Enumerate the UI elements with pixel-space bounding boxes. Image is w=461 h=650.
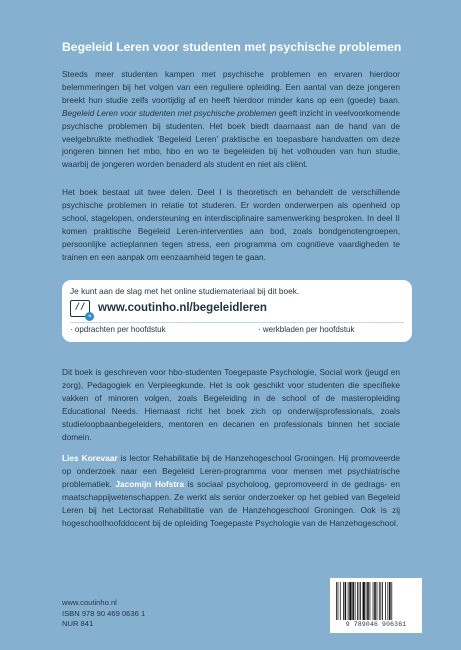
barcode-box	[330, 578, 422, 633]
promo-divider	[70, 322, 404, 323]
barcode-bar	[366, 582, 367, 620]
barcode-bar	[357, 582, 358, 620]
barcode-bar	[389, 582, 391, 620]
cursor-icon: ➜	[85, 312, 94, 321]
bullet-worksheets: · werkbladen per hoofdstuk	[258, 325, 355, 334]
barcode-bar	[379, 582, 380, 620]
barcode-bar	[370, 582, 371, 620]
structure-paragraph: Het boek bestaat uit twee delen. Deel I is theoretisch en behandelt de verschillende psychische problemen in relatie tot studeren. Er worden onderwerpen als openheid op school, stagelopen, ondersteuning en interdisciplinaire samenwerking besproken. In deel II komen praktische Begeleid Leren-interventies aan bod, zoals bondgenotengroepen, persoonlijke actieplannen tegen stress, een programma om cognitieve vaardigheden te trainen en een aanpak om eenzaamheid tegen te gaan.	[62, 187, 400, 262]
online-material-box	[62, 280, 412, 342]
web-material-icon	[70, 300, 92, 320]
barcode-bar	[374, 582, 376, 620]
barcode-bar	[380, 582, 381, 620]
web-material-icon-glyph: //	[74, 302, 86, 312]
barcode-bar	[377, 582, 378, 620]
barcode-bar	[349, 582, 351, 620]
bullet-assignments: · opdrachten per hoofdstuk	[70, 325, 166, 334]
author-name-2: Jacomijn Hofstra	[115, 478, 185, 489]
barcode-bar	[340, 582, 341, 620]
isbn: ISBN 978 90 469 0636 1	[62, 608, 146, 618]
publisher-website: www.coutinho.nl	[62, 598, 117, 607]
barcode-bar	[367, 582, 369, 620]
intro-paragraph	[62, 68, 400, 171]
online-material-url[interactable]: www.coutinho.nl/begeleidleren	[98, 302, 267, 314]
authors-paragraph	[62, 452, 400, 529]
author-bio-1: is lector Rehabilitatie bij de Hanzehogeschool Groningen. Hij promoveerde op onderzoek naar een Begeleid Leren-programma voor mensen met psychiatrische problematiek.	[62, 453, 400, 489]
author-bio-2: is sociaal psycholoog, gepromoveerd in de gedrags- en maatschappijwetenschappen. Ze werkt als senior onderzoeker op het gebied van Begeleid Leren bij het Lectoraat Rehabilitatie van de Hanzehogeschool Groningen. Ook is zij hogeschoolhoofddocent bij de opleiding Toegepaste Psychologie van de Hanzehogeschool.	[62, 478, 400, 528]
barcode-bar	[359, 582, 360, 620]
barcode	[336, 582, 416, 620]
barcode-number: 9 789046 906361	[345, 621, 407, 628]
cover-title: Begeleid Leren voor studenten met psychische problemen	[62, 40, 402, 54]
nur-code: NUR 841	[62, 619, 94, 628]
barcode-bar	[382, 582, 383, 620]
barcode-bar	[352, 582, 354, 620]
barcode-bar	[345, 582, 347, 620]
barcode-bar	[338, 582, 339, 620]
barcode-bar	[360, 582, 361, 620]
barcode-bar	[348, 582, 349, 620]
imprint	[62, 598, 145, 630]
barcode-bar	[343, 582, 344, 620]
barcode-bar	[363, 582, 365, 620]
barcode-bar	[373, 582, 374, 620]
online-material-text: Je kunt aan de slag met het online studiemateriaal bij dit boek.	[70, 286, 300, 296]
barcode-bar	[355, 582, 356, 620]
audience-paragraph: Dit boek is geschreven voor hbo-studenten Toegepaste Psychologie, Social work (jeugd en zorg), Pedagogiek en Verpleegkunde. Het is ook geschikt voor studenten die specifieke vakken of minoren volgen, zoals Begeleiding in de school of de masteropleiding Educational Needs. Hiernaast richt het boek zich op onderwijsprofessionals, zoals studieloopbaanbegeleiders, mentoren en decanen en professionals binnen het sociale domein.	[62, 367, 400, 442]
author-name-1: Lies Korevaar	[62, 453, 118, 463]
barcode-bar	[385, 582, 386, 620]
intro-text-end: geeft inzicht in veelvoorkomende psychische problemen bij studenten. Het boek biedt daarnaast aan de hand van de veelgebruikte methodiek ‘Begeleid Leren’ praktische en toepasbare handvatten om deze jongeren binnen het mbo, hbo en wo te begeleiden bij het volhouden van hun studie, waarbij de jongeren worden benaderd als student en niet als cliënt.	[62, 107, 400, 170]
barcode-bar	[387, 582, 388, 620]
intro-text-start: Steeds meer studenten kampen met psychische problemen en ervaren hierdoor belemmeringen bij het volgen van een reguliere opleiding. Een aantal van deze jongeren breekt hun studie zelfs voortijdig af en heeft hierdoor minder kans op een (goede) baan.	[62, 69, 400, 105]
intro-book-title: Begeleid Leren voor studenten met psychische problemen	[62, 107, 277, 118]
barcode-bar	[336, 582, 337, 620]
barcode-bar	[391, 582, 392, 620]
